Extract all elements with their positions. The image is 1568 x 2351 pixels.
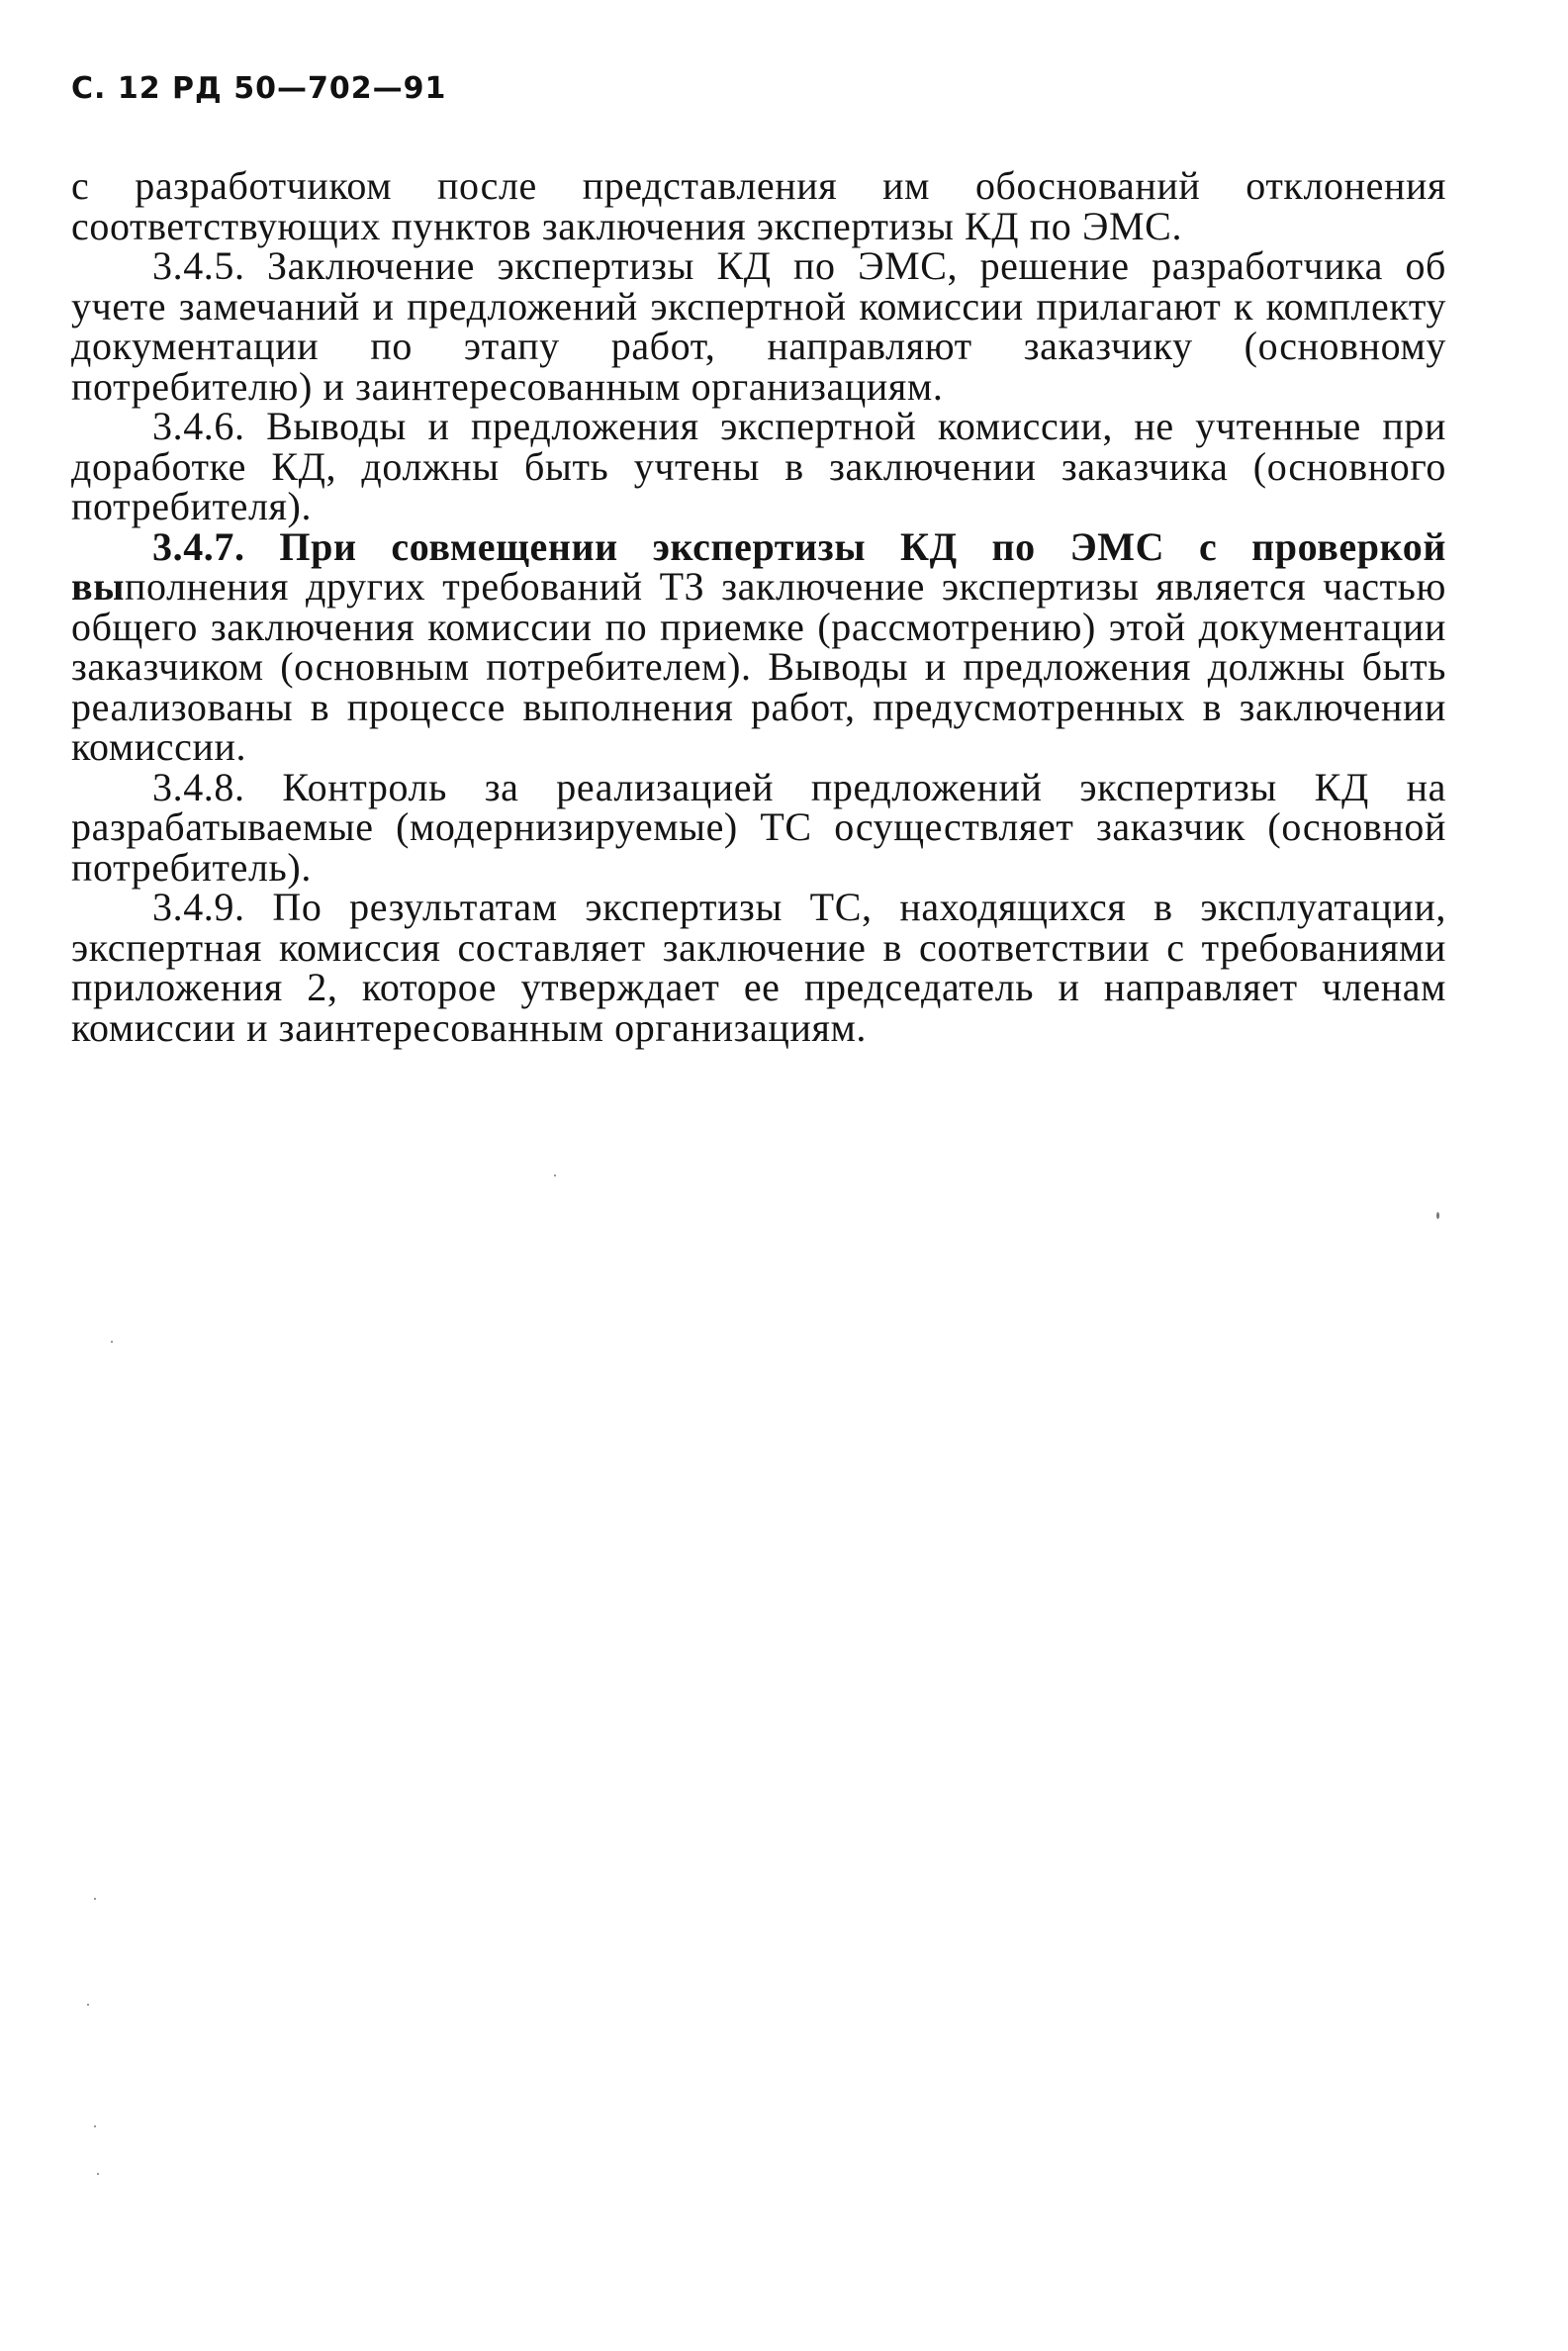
paragraph-3-4-8: 3.4.8. Контроль за реализацией предложений экспертизы КД на разрабатываемые (модернизируемые) ТС осуществляет заказчик (основной потребитель). (71, 764, 1446, 890)
scan-speck (87, 2004, 89, 2006)
paragraph-3-4-6: 3.4.6. Выводы и предложения экспертной комиссии, не учтенные при доработке КД, должны быть учтены в заключении заказчика (основного потребителя). (71, 404, 1446, 528)
paragraph-3-4-7-body: полнения других требований ТЗ заключение экспертизы является частью общего заключения комиссии по приемке (рассмотрению) этой документации заказчиком (основным потребителем). Выводы и предложения должны быть реализованы в процессе выполнения работ, предусмотренных в заключении комиссии. (71, 564, 1446, 769)
paragraph-3-4-7-lead: 3.4.7. При совмещении экспертизы КД по ЭМС с проверкой вы (71, 523, 1446, 609)
scan-speck (94, 1898, 96, 1900)
paragraph-3-4-7 (71, 523, 1446, 769)
scan-speck (94, 2125, 96, 2127)
paragraph-3-4-9: 3.4.9. По результатам экспертизы ТС, находящихся в эксплуатации, экспертная комиссия составляет заключение в соответствии с требованиями приложения 2, которое утверждает ее председатель и направляет членам комиссии и заинтересованным организациям. (71, 885, 1446, 1050)
paragraph-continuation: с разработчиком после представления им обоснований отклонения соответствующих пунктов заключения экспертизы КД по ЭМС. (71, 163, 1446, 248)
scan-speck (97, 2173, 99, 2175)
scan-speck (1436, 1212, 1439, 1219)
scan-speck (554, 1175, 556, 1176)
paragraph-3-4-5: 3.4.5. Заключение экспертизы КД по ЭМС, решение разработчика об учете замечаний и предложений экспертной комиссии прилагают к комплекту документации по этапу работ, направляют заказчику (основному потребителю) и заинтересованным организациям. (71, 243, 1446, 409)
running-header: С. 12 РД 50—702—91 (71, 71, 447, 106)
body-text (71, 163, 1446, 1050)
scan-speck (111, 1341, 113, 1343)
